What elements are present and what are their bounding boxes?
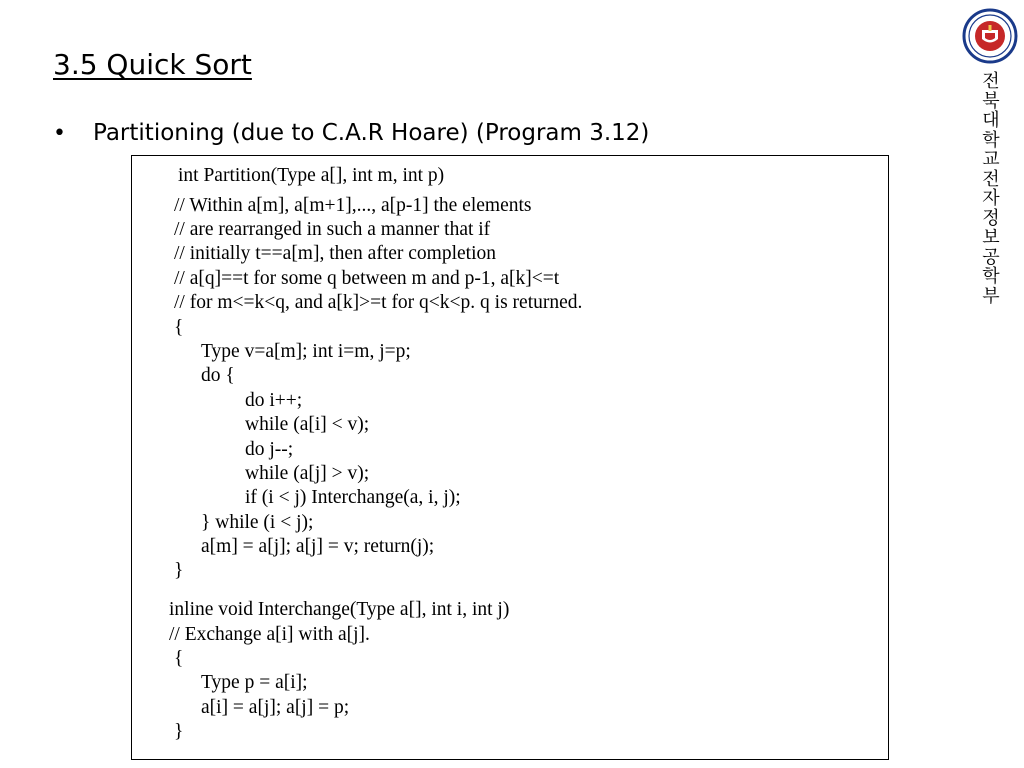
code-line: while (a[j] > v); xyxy=(245,463,370,484)
code-line: } while (i < j); xyxy=(201,512,314,533)
code-line: do j--; xyxy=(245,439,294,460)
code-line: a[m] = a[j]; a[j] = v; return(j); xyxy=(201,536,435,557)
code-line: // Exchange a[i] with a[j]. xyxy=(169,624,370,645)
bullet-text: Partitioning (due to C.A.R Hoare) (Program 3.12) xyxy=(93,120,650,146)
university-name-vertical: 전북대학교 전자정보공학부 xyxy=(982,71,1000,307)
slide-title: 3.5 Quick Sort xyxy=(53,48,252,81)
code-line: Type v=a[m]; int i=m, j=p; xyxy=(201,341,411,362)
code-line: Type p = a[i]; xyxy=(201,672,308,693)
university-seal-icon xyxy=(962,8,1018,64)
code-line: do { xyxy=(201,365,235,386)
code-line: { xyxy=(174,317,184,338)
code-line: int Partition(Type a[], int m, int p) xyxy=(178,165,445,186)
code-line: while (a[i] < v); xyxy=(245,414,370,435)
code-line: inline void Interchange(Type a[], int i, int j) xyxy=(169,599,510,620)
code-line: } xyxy=(174,721,184,742)
code-line: a[i] = a[j]; a[j] = p; xyxy=(201,697,350,718)
code-line: // initially t==a[m], then after completion xyxy=(174,243,496,264)
code-line: // a[q]==t for some q between m and p-1, a[k]<=t xyxy=(174,268,560,289)
code-line: { xyxy=(174,648,184,669)
code-line: // Within a[m], a[m+1],..., a[p-1] the elements xyxy=(174,195,532,216)
code-line: if (i < j) Interchange(a, i, j); xyxy=(245,487,461,508)
bullet-item xyxy=(53,120,649,146)
code-line: // for m<=k<q, and a[k]>=t for q<k<p. q is returned. xyxy=(174,292,583,313)
code-line: do i++; xyxy=(245,390,303,411)
code-line: // are rearranged in such a manner that if xyxy=(174,219,491,240)
code-box xyxy=(131,155,889,760)
code-line: } xyxy=(174,560,184,581)
bullet-marker: • xyxy=(53,121,66,146)
